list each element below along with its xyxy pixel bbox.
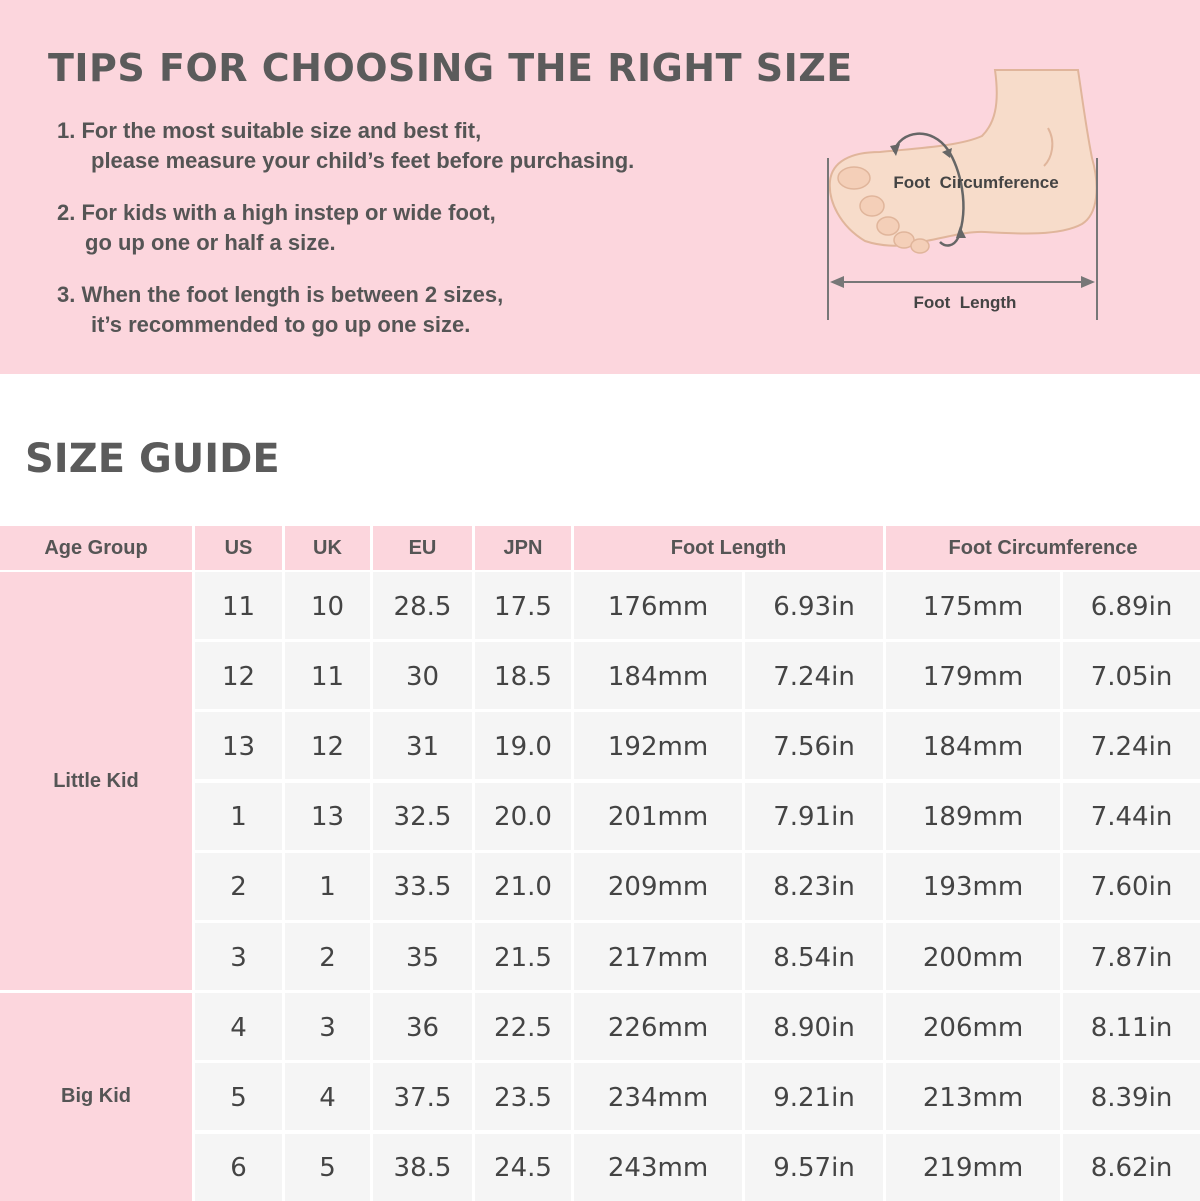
table-cell-foot-circumference-mm: 200mm [886,923,1060,990]
header-age-group: Age Group [0,526,192,570]
tip-3-line-2: it’s recommended to go up one size. [91,312,471,337]
table-cell-uk: 12 [285,712,370,779]
table-cell-foot-circumference-mm: 213mm [886,1063,1060,1130]
table-cell-jpn: 21.0 [475,853,571,920]
table-cell-jpn: 19.0 [475,712,571,779]
table-cell-uk: 5 [285,1134,370,1201]
table-cell-eu: 38.5 [373,1134,472,1201]
table-cell-foot-circumference-mm: 175mm [886,572,1060,639]
table-cell-foot-circumference-in: 7.24in [1063,712,1200,779]
table-cell-foot-circumference-in: 8.62in [1063,1134,1200,1201]
table-cell-uk: 10 [285,572,370,639]
table-cell-foot-circumference-mm: 219mm [886,1134,1060,1201]
tip-3-line-1: 3. When the foot length is between 2 sizes, [57,282,504,307]
table-cell-foot-length-mm: 184mm [574,642,742,709]
tips-title: TIPS FOR CHOOSING THE RIGHT SIZE [48,46,853,90]
tip-2-line-1: 2. For kids with a high instep or wide foot, [57,200,496,225]
table-cell-uk: 11 [285,642,370,709]
table-cell-us: 2 [195,853,282,920]
header-us: US [195,526,282,570]
table-cell-foot-length-mm: 217mm [574,923,742,990]
table-cell-foot-circumference-in: 7.87in [1063,923,1200,990]
table-cell-uk: 13 [285,783,370,850]
table-cell-foot-length-in: 7.91in [745,783,883,850]
table-cell-us: 11 [195,572,282,639]
table-cell-foot-length-mm: 201mm [574,783,742,850]
table-cell-foot-circumference-mm: 193mm [886,853,1060,920]
table-cell-foot-circumference-in: 7.44in [1063,783,1200,850]
header-eu: EU [373,526,472,570]
table-cell-foot-circumference-in: 6.89in [1063,572,1200,639]
table-cell-foot-length-mm: 192mm [574,712,742,779]
table-cell-foot-circumference-in: 7.60in [1063,853,1200,920]
table-cell-us: 1 [195,783,282,850]
table-cell-foot-length-in: 8.54in [745,923,883,990]
age-group-2: Big Kid [0,993,192,1201]
table-cell-foot-length-mm: 243mm [574,1134,742,1201]
table-cell-jpn: 20.0 [475,783,571,850]
table-cell-foot-length-mm: 226mm [574,993,742,1060]
table-cell-jpn: 17.5 [475,572,571,639]
table-cell-foot-length-mm: 234mm [574,1063,742,1130]
table-cell-us: 5 [195,1063,282,1130]
table-cell-uk: 2 [285,923,370,990]
table-cell-foot-length-in: 7.24in [745,642,883,709]
table-cell-uk: 1 [285,853,370,920]
table-cell-foot-circumference-in: 8.11in [1063,993,1200,1060]
table-cell-foot-circumference-mm: 206mm [886,993,1060,1060]
table-cell-foot-length-mm: 209mm [574,853,742,920]
table-cell-eu: 37.5 [373,1063,472,1130]
table-cell-foot-circumference-in: 7.05in [1063,642,1200,709]
age-group-1: Little Kid [0,572,192,990]
size-guide-title: SIZE GUIDE [25,436,280,482]
table-cell-jpn: 23.5 [475,1063,571,1130]
table-cell-foot-circumference-in: 8.39in [1063,1063,1200,1130]
table-cell-foot-length-in: 9.21in [745,1063,883,1130]
table-cell-us: 4 [195,993,282,1060]
table-cell-us: 13 [195,712,282,779]
tip-3 [57,280,503,340]
table-cell-eu: 36 [373,993,472,1060]
table-cell-us: 12 [195,642,282,709]
foot-circumference-label: Foot Circumference [893,173,1059,192]
table-cell-eu: 31 [373,712,472,779]
table-cell-eu: 33.5 [373,853,472,920]
tips-banner [0,0,1200,374]
tip-1-line-2: please measure your child’s feet before purchasing. [91,148,635,173]
foot-length-label: Foot Length [913,293,1017,312]
table-cell-foot-circumference-mm: 179mm [886,642,1060,709]
table-cell-foot-length-in: 8.90in [745,993,883,1060]
table-cell-us: 6 [195,1134,282,1201]
table-cell-jpn: 21.5 [475,923,571,990]
tip-2 [57,198,496,258]
table-cell-eu: 30 [373,642,472,709]
table-cell-jpn: 18.5 [475,642,571,709]
table-cell-foot-circumference-mm: 184mm [886,712,1060,779]
size-guide-table [0,524,1200,1200]
table-cell-jpn: 22.5 [475,993,571,1060]
header-foot-length: Foot Length [574,526,883,570]
table-cell-foot-length-mm: 176mm [574,572,742,639]
table-cell-foot-length-in: 9.57in [745,1134,883,1201]
table-cell-foot-length-in: 7.56in [745,712,883,779]
table-cell-eu: 28.5 [373,572,472,639]
header-foot-circumference: Foot Circumference [886,526,1200,570]
table-cell-uk: 4 [285,1063,370,1130]
table-cell-foot-circumference-mm: 189mm [886,783,1060,850]
tip-1 [57,116,634,176]
table-cell-uk: 3 [285,993,370,1060]
foot-measurement-diagram [820,66,1110,336]
table-cell-foot-length-in: 6.93in [745,572,883,639]
table-cell-us: 3 [195,923,282,990]
table-cell-eu: 35 [373,923,472,990]
table-cell-foot-length-in: 8.23in [745,853,883,920]
table-cell-eu: 32.5 [373,783,472,850]
header-uk: UK [285,526,370,570]
tip-2-line-2: go up one or half a size. [85,230,336,255]
table-cell-jpn: 24.5 [475,1134,571,1201]
header-jpn: JPN [475,526,571,570]
tip-1-line-1: 1. For the most suitable size and best fit, [57,118,482,143]
